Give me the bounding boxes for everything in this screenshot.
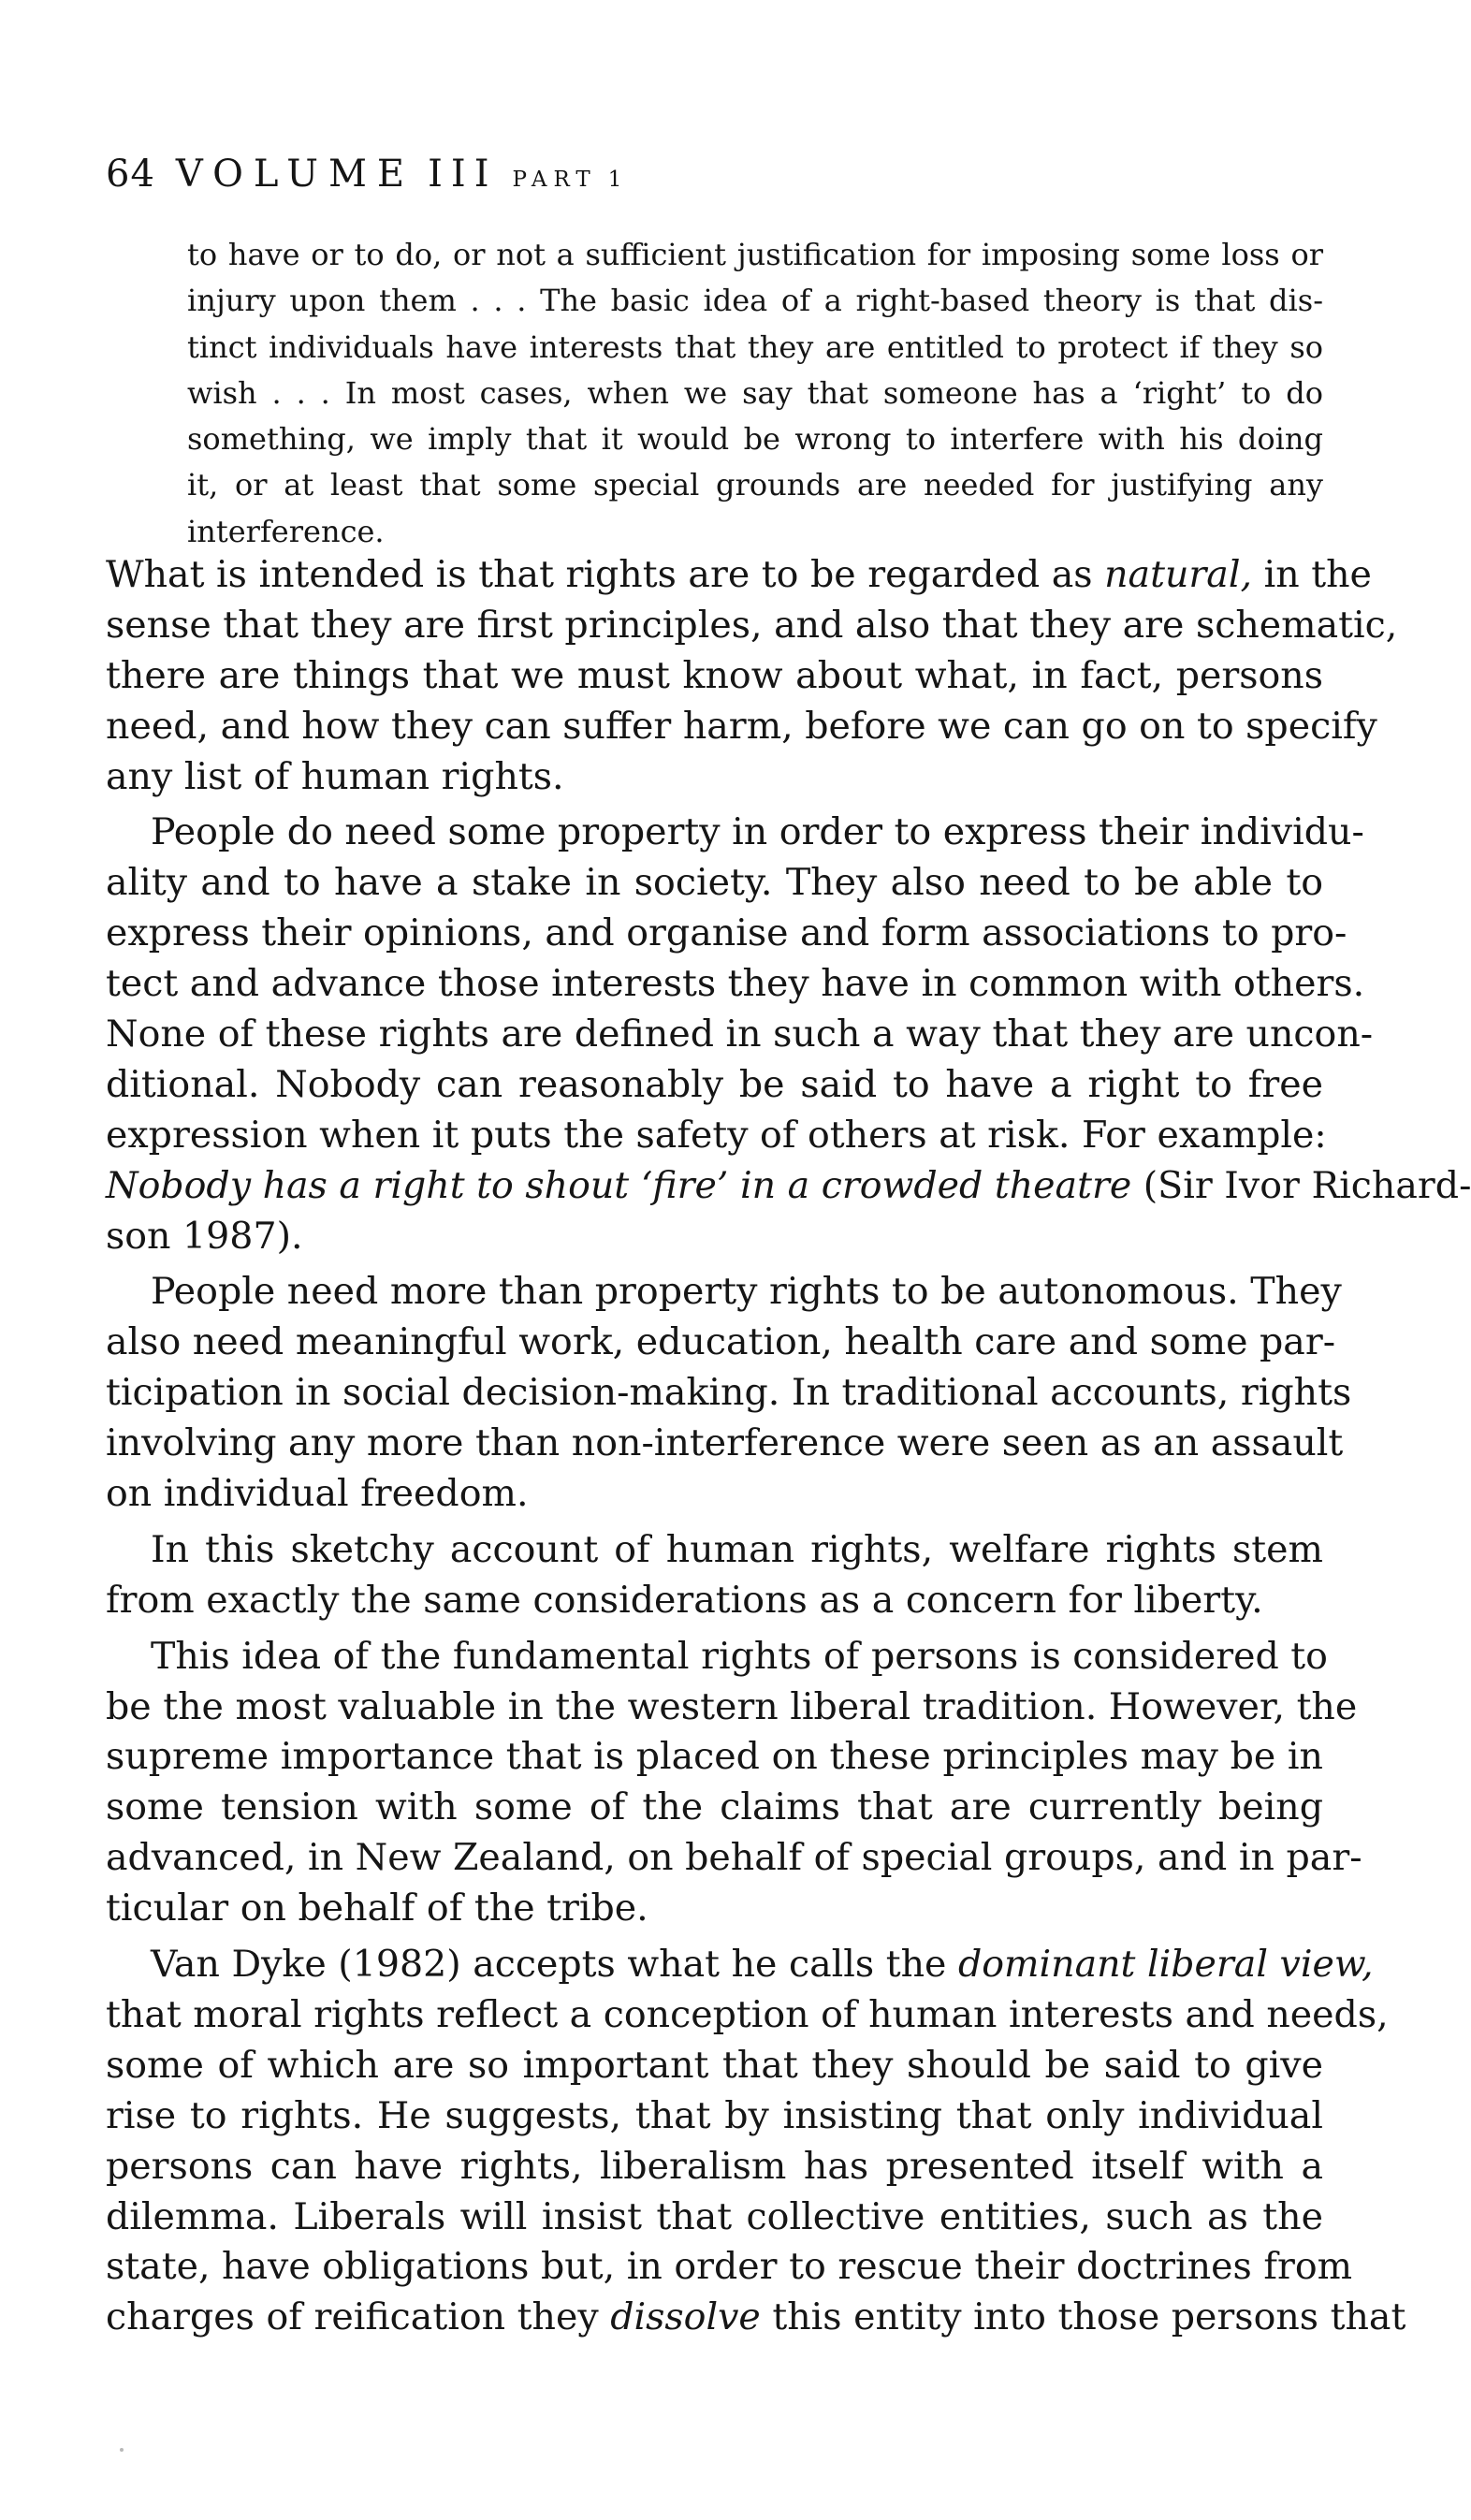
quote-line: injury upon them . . . The basic idea of a right-based theory is that dis- [187,283,1323,319]
text-run: Van Dyke (1982) accepts what he calls the [151,1943,958,1987]
text-line: tect and advance those interests they have in common with others. [106,962,1365,1006]
text-run: (Sir Ivor Richard- [1131,1163,1471,1207]
text-line [106,1940,1374,1990]
header-volume-number: III [428,153,498,196]
text-line: some of which are so important that they should be said to give [106,2043,1323,2087]
text-line: People need more than property rights to be autonomous. They [151,1270,1342,1314]
text-line: In this sketchy account of human rights, welfare rights stem [151,1527,1323,1571]
text-line: involving any more than non-interference were seen as an assault [106,1421,1344,1465]
quote-line: to have or to do, or not a sufficient justification for imposing some loss or [187,237,1323,272]
paragraph-5 [106,1632,1362,1934]
text-run: charges of reification they [106,2295,611,2339]
paragraph-2 [106,808,1471,1261]
text-line: People do need some property in order to express their individu- [151,810,1364,854]
emphasis-dissolve: dissolve [610,2295,761,2339]
text-line [106,2293,1406,2343]
text-run: this entity into those persons that [760,2295,1406,2339]
quote-line: tinct individuals have interests that they are entitled to protect if they so [187,328,1323,365]
text-line: persons can have rights, liberalism has presented itself with a [106,2144,1323,2188]
paragraph-4 [106,1525,1323,1626]
quote-line: it, or at least that some special grounds are needed for justifying any [187,467,1323,503]
text-line: son 1987). [106,1214,303,1258]
text-line: expression when it puts the safety of others at risk. For example: [106,1113,1327,1157]
header-part-number: 1 [607,168,622,192]
text-line: None of these rights are defined in such a way that they are uncon- [106,1012,1374,1056]
text-line: dilemma. Liberals will insist that collective entities, such as the [106,2194,1323,2238]
text-line: that moral rights reflect a conception of human interests and needs, [106,1992,1389,2036]
text-line: be the most valuable in the western liberal tradition. However, the [106,1684,1358,1728]
text-line: there are things that we must know about what, in fact, persons [106,653,1323,697]
text-line [106,1161,1471,1212]
header-part-label: PART [512,168,597,192]
quote-line: wish . . . In most cases, when we say that someone has a ‘right’ to do [187,374,1323,411]
block-quote [187,232,1323,555]
text-line: ditional. Nobody can reasonably be said to have a right to free [106,1062,1323,1106]
text-line [106,550,1372,601]
text-line: ticipation in social decision-making. In traditional accounts, rights [106,1371,1352,1415]
emphasis-quote: Nobody has a right to shout ‘fire’ in a crowded theatre [106,1163,1132,1207]
text-line: advanced, in New Zealand, on behalf of special groups, and in par- [106,1836,1362,1880]
paragraph-3 [106,1267,1352,1519]
page-number: 64 [106,153,155,196]
text-line: on individual freedom. [106,1472,529,1516]
text-line: supreme importance that is placed on these principles may be in [106,1735,1323,1779]
quote-line: something, we imply that it would be wrong to interfere with his doing [187,421,1323,458]
text-line: ticular on behalf of the tribe. [106,1886,648,1930]
paragraph-6 [106,1940,1406,2343]
emphasis-dominant-liberal-view: dominant liberal view, [957,1943,1374,1987]
text-line: sense that they are first principles, and also that they are schematic, [106,603,1398,647]
quote-line: interference. [187,513,385,549]
text-line: some tension with some of the claims that are currently being [106,1785,1323,1829]
emphasis-natural: natural, [1104,553,1253,596]
text-line: need, and how they can suffer harm, before we can go on to specify [106,704,1377,748]
text-run: What is intended is that rights are to be regarded as [106,553,1105,596]
text-run: in the [1252,553,1372,596]
text-line: also need meaningful work, education, health care and some par- [106,1320,1336,1364]
text-line: rise to rights. He suggests, that by insisting that only individual [106,2093,1323,2137]
paragraph-1 [106,550,1398,802]
text-line: ality and to have a stake in society. They also need to be able to [106,861,1323,905]
text-line: any list of human rights. [106,754,564,798]
text-line: This idea of the fundamental rights of persons is considered to [151,1634,1328,1678]
scan-speck [120,2448,124,2452]
header-volume: VOLUME [175,153,415,196]
text-line: from exactly the same considerations as a concern for liberty. [106,1578,1263,1622]
body-text [106,550,1471,2343]
running-header [106,152,621,202]
text-line: state, have obligations but, in order to rescue their doctrines from [106,2245,1353,2289]
text-line: express their opinions, and organise and form associations to pro- [106,911,1347,955]
